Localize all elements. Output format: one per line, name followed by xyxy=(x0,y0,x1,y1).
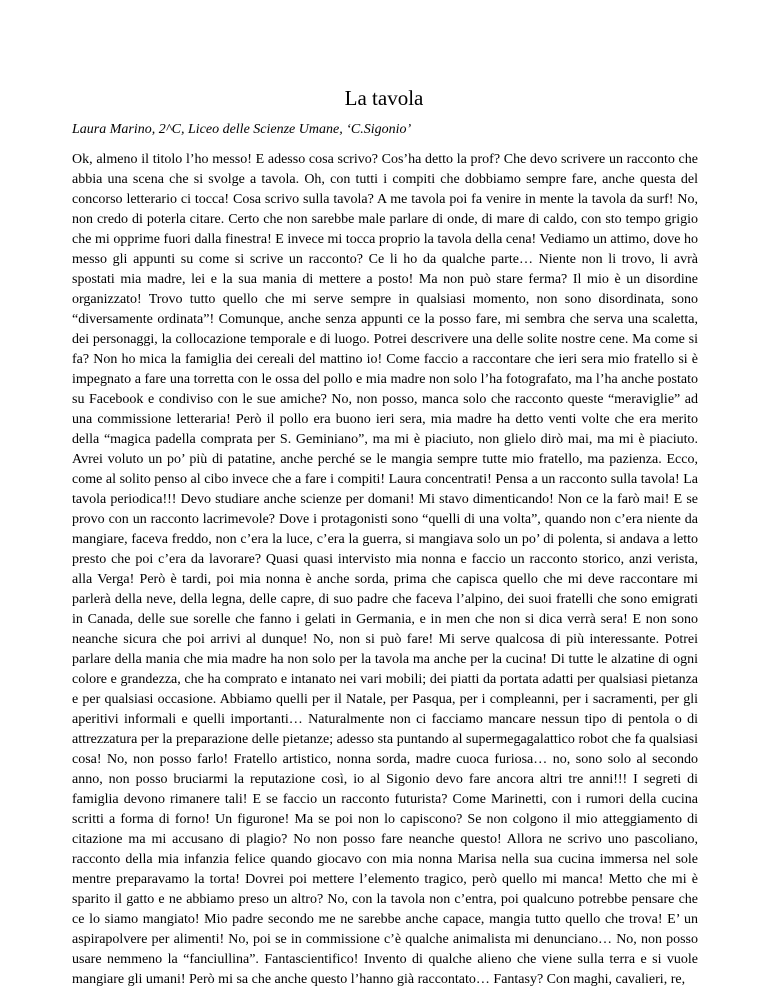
body-paragraph: Ok, almeno il titolo l’ho messo! E adesso cosa scrivo? Cos’ha detto la prof? Che devo scrivere un racconto che abbia una scena che si svolge a tavola. Oh, con tutti i compiti che dobbiamo sempre fare, anche questa del concorso letterario ci tocca! Cosa scrivo sulla tavola? A me tavola poi fa venire in mente la tavola da surf! No, non credo di poterla citare. Certo che non sarebbe male parlare di onde, di mare di caldo, con sto tempo grigio che mi opprime fuori dalla finestra! E invece mi tocca proprio la tavola della cena! Vediamo un attimo, dove ho messo gli appunti su come si scrive un racconto? Ce li ho da qualche parte… Niente non li trovo, li avrà spostati mia madre, lei e la sua mania di mettere a posto! Ma non può stare ferma? Il mio è un disordine organizzato! Trovo tutto quello che mi serve sempre in qualsiasi momento, non sono disordinata, sono “diversamente ordinata”! Comunque, anche senza appunti ce la posso fare, mi sembra che serva una scaletta, dei personaggi, la collocazione temporale e di luogo. Potrei descrivere una delle solite nostre cene. Ma come si fa? Non ho mica la famiglia dei cereali del mattino io! Come faccio a raccontare che ieri sera mio fratello si è impegnato a fare una torretta con le ossa del pollo e mia madre non solo l’ha fotografato, ma l’ha anche postato su Facebook e condiviso con le sue amiche? No, non posso, manca solo che racconto queste “meraviglie” ad una commissione letteraria! Però il pollo era buono ieri sera, mia madre ha detto venti volte che era merito della “magica padella comprata per S. Geminiano”, ma mi è piaciuto, non glielo dirò mai, ma mi è piaciuto. Avrei voluto un po’ più di patatine, anche perché se le mangia sempre tutte mio fratello, ma pazienza. Ecco, come al solito penso al cibo invece che a fare i compiti! Laura concentrati! Pensa a un racconto sulla tavola! La tavola periodica!!! Devo studiare anche scienze per domani! Mi stavo dimenticando! Non ce la farò mai! E se provo con un racconto lacrimevole? Dove i protagonisti sono “quelli di una volta”, quando non c’era niente da mangiare, faceva freddo, non c’era la luce, c’era la guerra, si mangiava solo un po’ di polenta, si andava a letto presto che poi c’era da lavorare? Quasi quasi intervisto mia nonna e faccio un racconto storico, anzi verista, alla Verga! Però è tardi, poi mia nonna è anche sorda, prima che capisca quello che mi deve raccontare mi parlerà della neve, della legna, delle capre, di suo padre che faceva l’alpino, dei suoi fratelli che sono emigrati in Canada, delle sue sorelle che fanno i gelati in Germania, e in men che non si dica verrà sera! E non sono neanche sicura che poi arrivi al dunque! No, non si può fare! Mi serve qualcosa di più interessante. Potrei parlare della mania che mia madre ha non solo per la tavola ma anche per la cucina! Di tutte le alzatine di ogni colore e grandezza, che ha comprato e intanato nei vari mobili; dei piatti da portata adatti per qualsiasi pietanza e per qualsiasi occasione. Abbiamo quelli per il Natale, per Pasqua, per i compleanni, per i sacramenti, per gli aperitivi informali e quelli importanti… Naturalmente non ci facciamo mancare nessun tipo di pentola o di attrezzatura per la preparazione delle pietanze; adesso sta puntando al supermegagalattico robot che fa qualsiasi cosa! No, non posso farlo! Fratello artistico, nonna sorda, madre cuoca furiosa… no, sono solo al secondo anno, non posso bruciarmi la reputazione così, io al Sigonio devo fare ancora altri tre anni!!! I segreti di famiglia devono rimanere tali! E se faccio un racconto futurista? Come Marinetti, con i rumori della cucina scritti a forma di forno! Un figurone! Ma se poi non lo capiscono? Se non colgono il mio atteggiamento di citazione ma mi accusano di plagio? No non posso fare neanche questo! Allora ne scrivo uno pascoliano, racconto della mia infanzia felice quando giocavo con mia nonna Marisa nella sua cucina immersa nel sole mentre preparavamo la torta! Dovrei poi mettere l’elemento tragico, però quello mi manca! Metto che mi è sparito il gatto e ne abbiamo preso un altro? No, con la tavola non c’entra, poi qualcuno potrebbe pensare che ce lo siamo mangiato! Mio padre secondo me ne sarebbe anche capace, mangia tutto quello che trova! E’ un aspirapolvere per alimenti! No, poi se in commissione c’è qualche animalista mi denunciano… No, non posso usare nemmeno la “fanciullina”. Fantascientifico! Invento di qualche alieno che viene sulla terra e si vuole mangiare gli umani! Però mi sa che anche questo l’hanno già raccontato… Fantasy? Con maghi, cavalieri, re, xyxy=(72,152,698,987)
document-title: La tavola xyxy=(344,86,424,110)
author-line: Laura Marino, 2^C, Liceo delle Scienze Umane, ‘C.Sigonio’ xyxy=(72,122,412,137)
